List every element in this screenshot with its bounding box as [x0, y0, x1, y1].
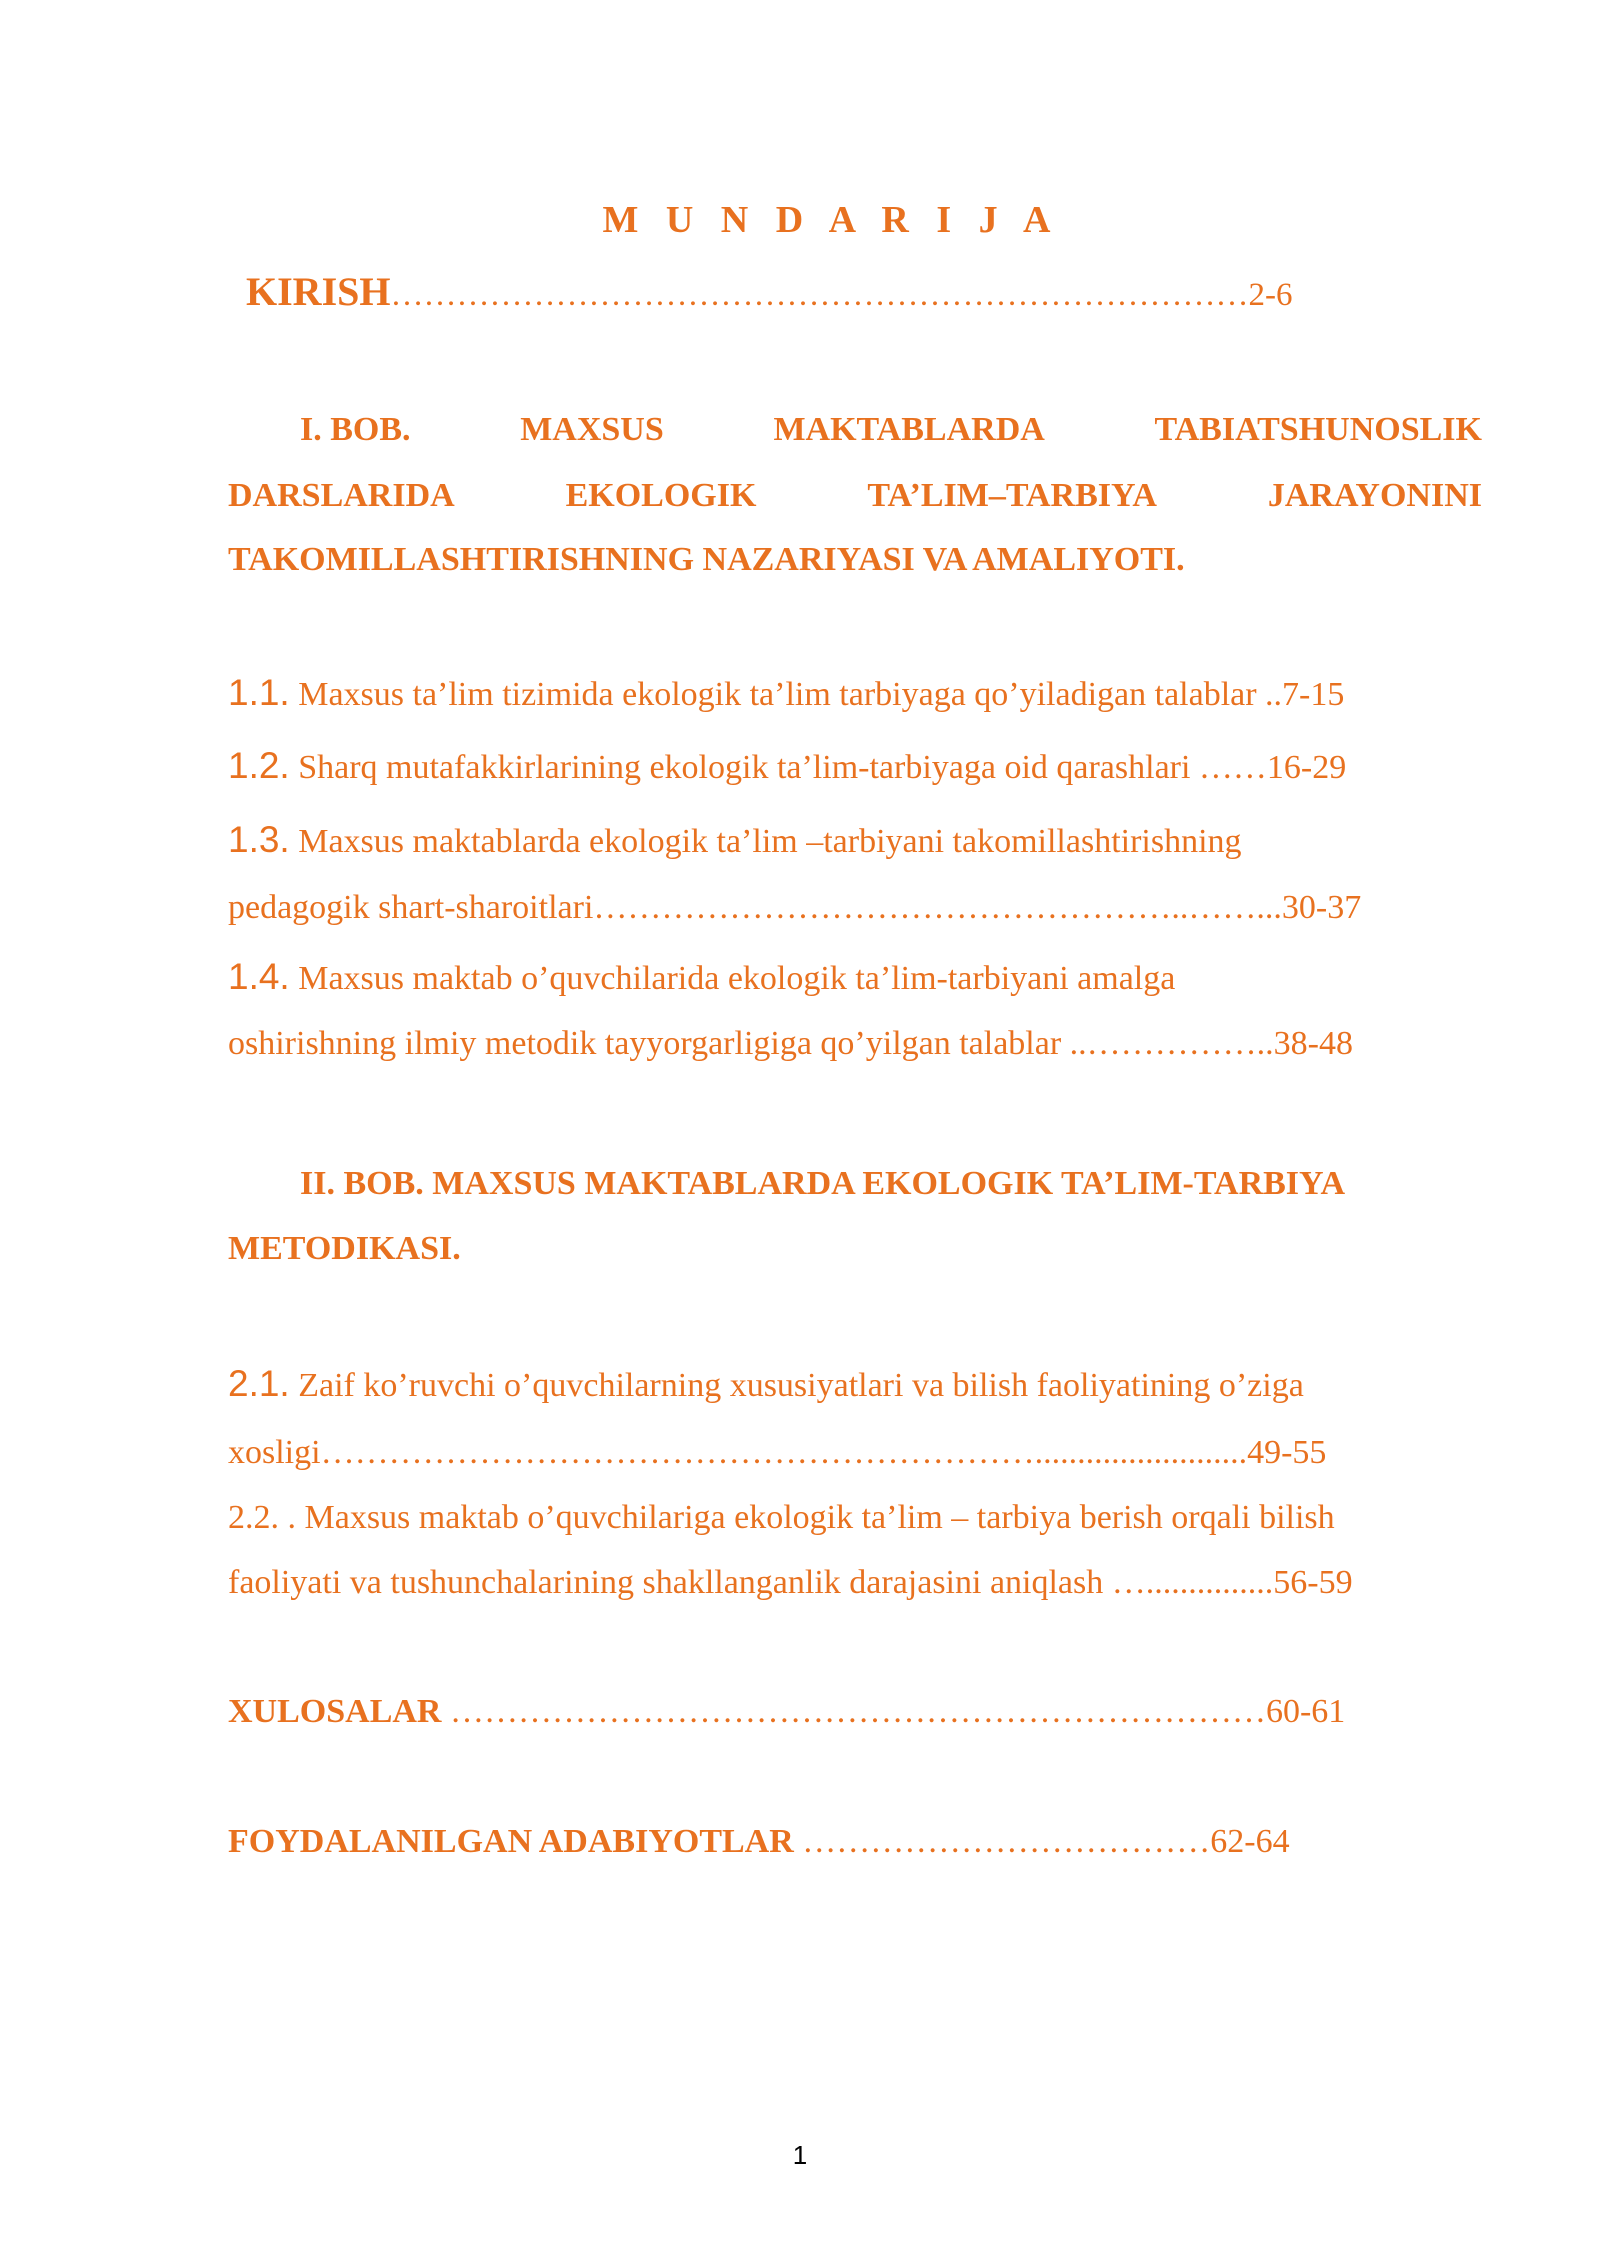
toc-entry-label: XULOSALAR [228, 1693, 442, 1730]
toc-entry-1-4[interactable] [228, 957, 1482, 999]
chapter-1-word: MAKTABLARDA [773, 411, 1045, 448]
toc-entry-1-3-continued: pedagogik shart-sharoitlari……………………………………………..……...30-37 [228, 889, 1362, 926]
toc-entry-2-2[interactable] [228, 1498, 1482, 1538]
chapter-1-word: MAXSUS [520, 411, 664, 448]
toc-page-range: 62-64 [1210, 1823, 1290, 1860]
chapter-1-word: I. BOB. [300, 411, 411, 448]
chapter-1-word: TA’LIM–TARBIYA [867, 477, 1157, 514]
chapter-2-heading-line-2: METODIKASI. [228, 1230, 461, 1267]
chapter-1-word: DARSLARIDA [228, 477, 455, 514]
section-number: 1.2. [228, 745, 290, 786]
toc-entry-adabiyotlar[interactable] [228, 1822, 1482, 1862]
section-number: 1.3. [228, 819, 290, 860]
section-title: Maxsus maktablarda ekologik ta’lim –tarbiyani takomillashtirishning [289, 823, 1242, 860]
toc-entry-1-2[interactable] [228, 746, 1482, 788]
section-title: . Maxsus maktab o’quvchilariga ekologik ta’lim – tarbiya berish orqali bilish [279, 1499, 1335, 1536]
chapter-1-word: JARAYONINI [1267, 477, 1482, 514]
toc-entry-1-3[interactable] [228, 820, 1482, 862]
toc-entry-kirish[interactable] [246, 269, 1500, 315]
chapter-2-heading-line-1: II. BOB. MAXSUS MAKTABLARDA EKOLOGIK TA’LIM-TARBIYA [300, 1165, 1346, 1202]
toc-leader-dots: …………………………………………………………………… [390, 277, 1249, 313]
toc-leader-dots: ……………………………………………………………… [441, 1693, 1266, 1730]
chapter-1-heading-line-2 [228, 476, 1482, 516]
page-number: 1 [792, 2140, 808, 2170]
section-number: 1.4. [228, 956, 290, 997]
toc-entry-2-2-continued: faoliyati va tushunchalarining shakllanganlik darajasini aniqlash …...............56-59 [228, 1564, 1353, 1601]
toc-leader-dots: ……………………………… [793, 1823, 1211, 1860]
chapter-1-word: EKOLOGIK [565, 477, 757, 514]
toc-page-range: 60-61 [1265, 1693, 1346, 1730]
toc-entry-label: FOYDALANILGAN ADABIYOTLAR [228, 1823, 794, 1860]
toc-entry-xulosalar[interactable] [228, 1692, 1482, 1732]
chapter-1-word: TABIATSHUNOSLIK [1154, 411, 1482, 448]
section-title: Sharq mutafakkirlarining ekologik ta’lim-tarbiyaga oid qarashlari ……16-29 [289, 749, 1347, 786]
chapter-1-heading-line-1 [300, 410, 1482, 450]
section-number: 1.1. [228, 672, 290, 713]
page-title: M U N D A R I J A [602, 199, 1060, 241]
toc-entry-1-1[interactable] [228, 673, 1482, 715]
toc-page-range: 2-6 [1248, 277, 1293, 313]
section-title: Maxsus ta’lim tizimida ekologik ta’lim tarbiyaga qo’yiladigan talablar ..7-15 [289, 676, 1345, 713]
toc-entry-label: KIRISH [246, 269, 391, 314]
chapter-1-heading-line-3: TAKOMILLASHTIRISHNING NAZARIYASI VA AMALIYOTI. [228, 541, 1185, 578]
toc-entry-1-4-continued: oshirishning ilmiy metodik tayyorgarligiga qo’yilgan talablar ..……………..38-48 [228, 1025, 1353, 1062]
toc-entry-2-1[interactable] [228, 1364, 1482, 1406]
section-title: Maxsus maktab o’quvchilarida ekologik ta’lim-tarbiyani amalga [289, 960, 1176, 997]
section-title: Zaif ko’ruvchi o’quvchilarning xususiyatlari va bilish faoliyatining o’ziga [289, 1367, 1304, 1404]
section-number: 2.1. [228, 1363, 290, 1404]
toc-entry-2-1-continued: xosligi……………………………………………………….........................49-55 [228, 1434, 1327, 1471]
section-number: 2.2. [228, 1499, 279, 1536]
